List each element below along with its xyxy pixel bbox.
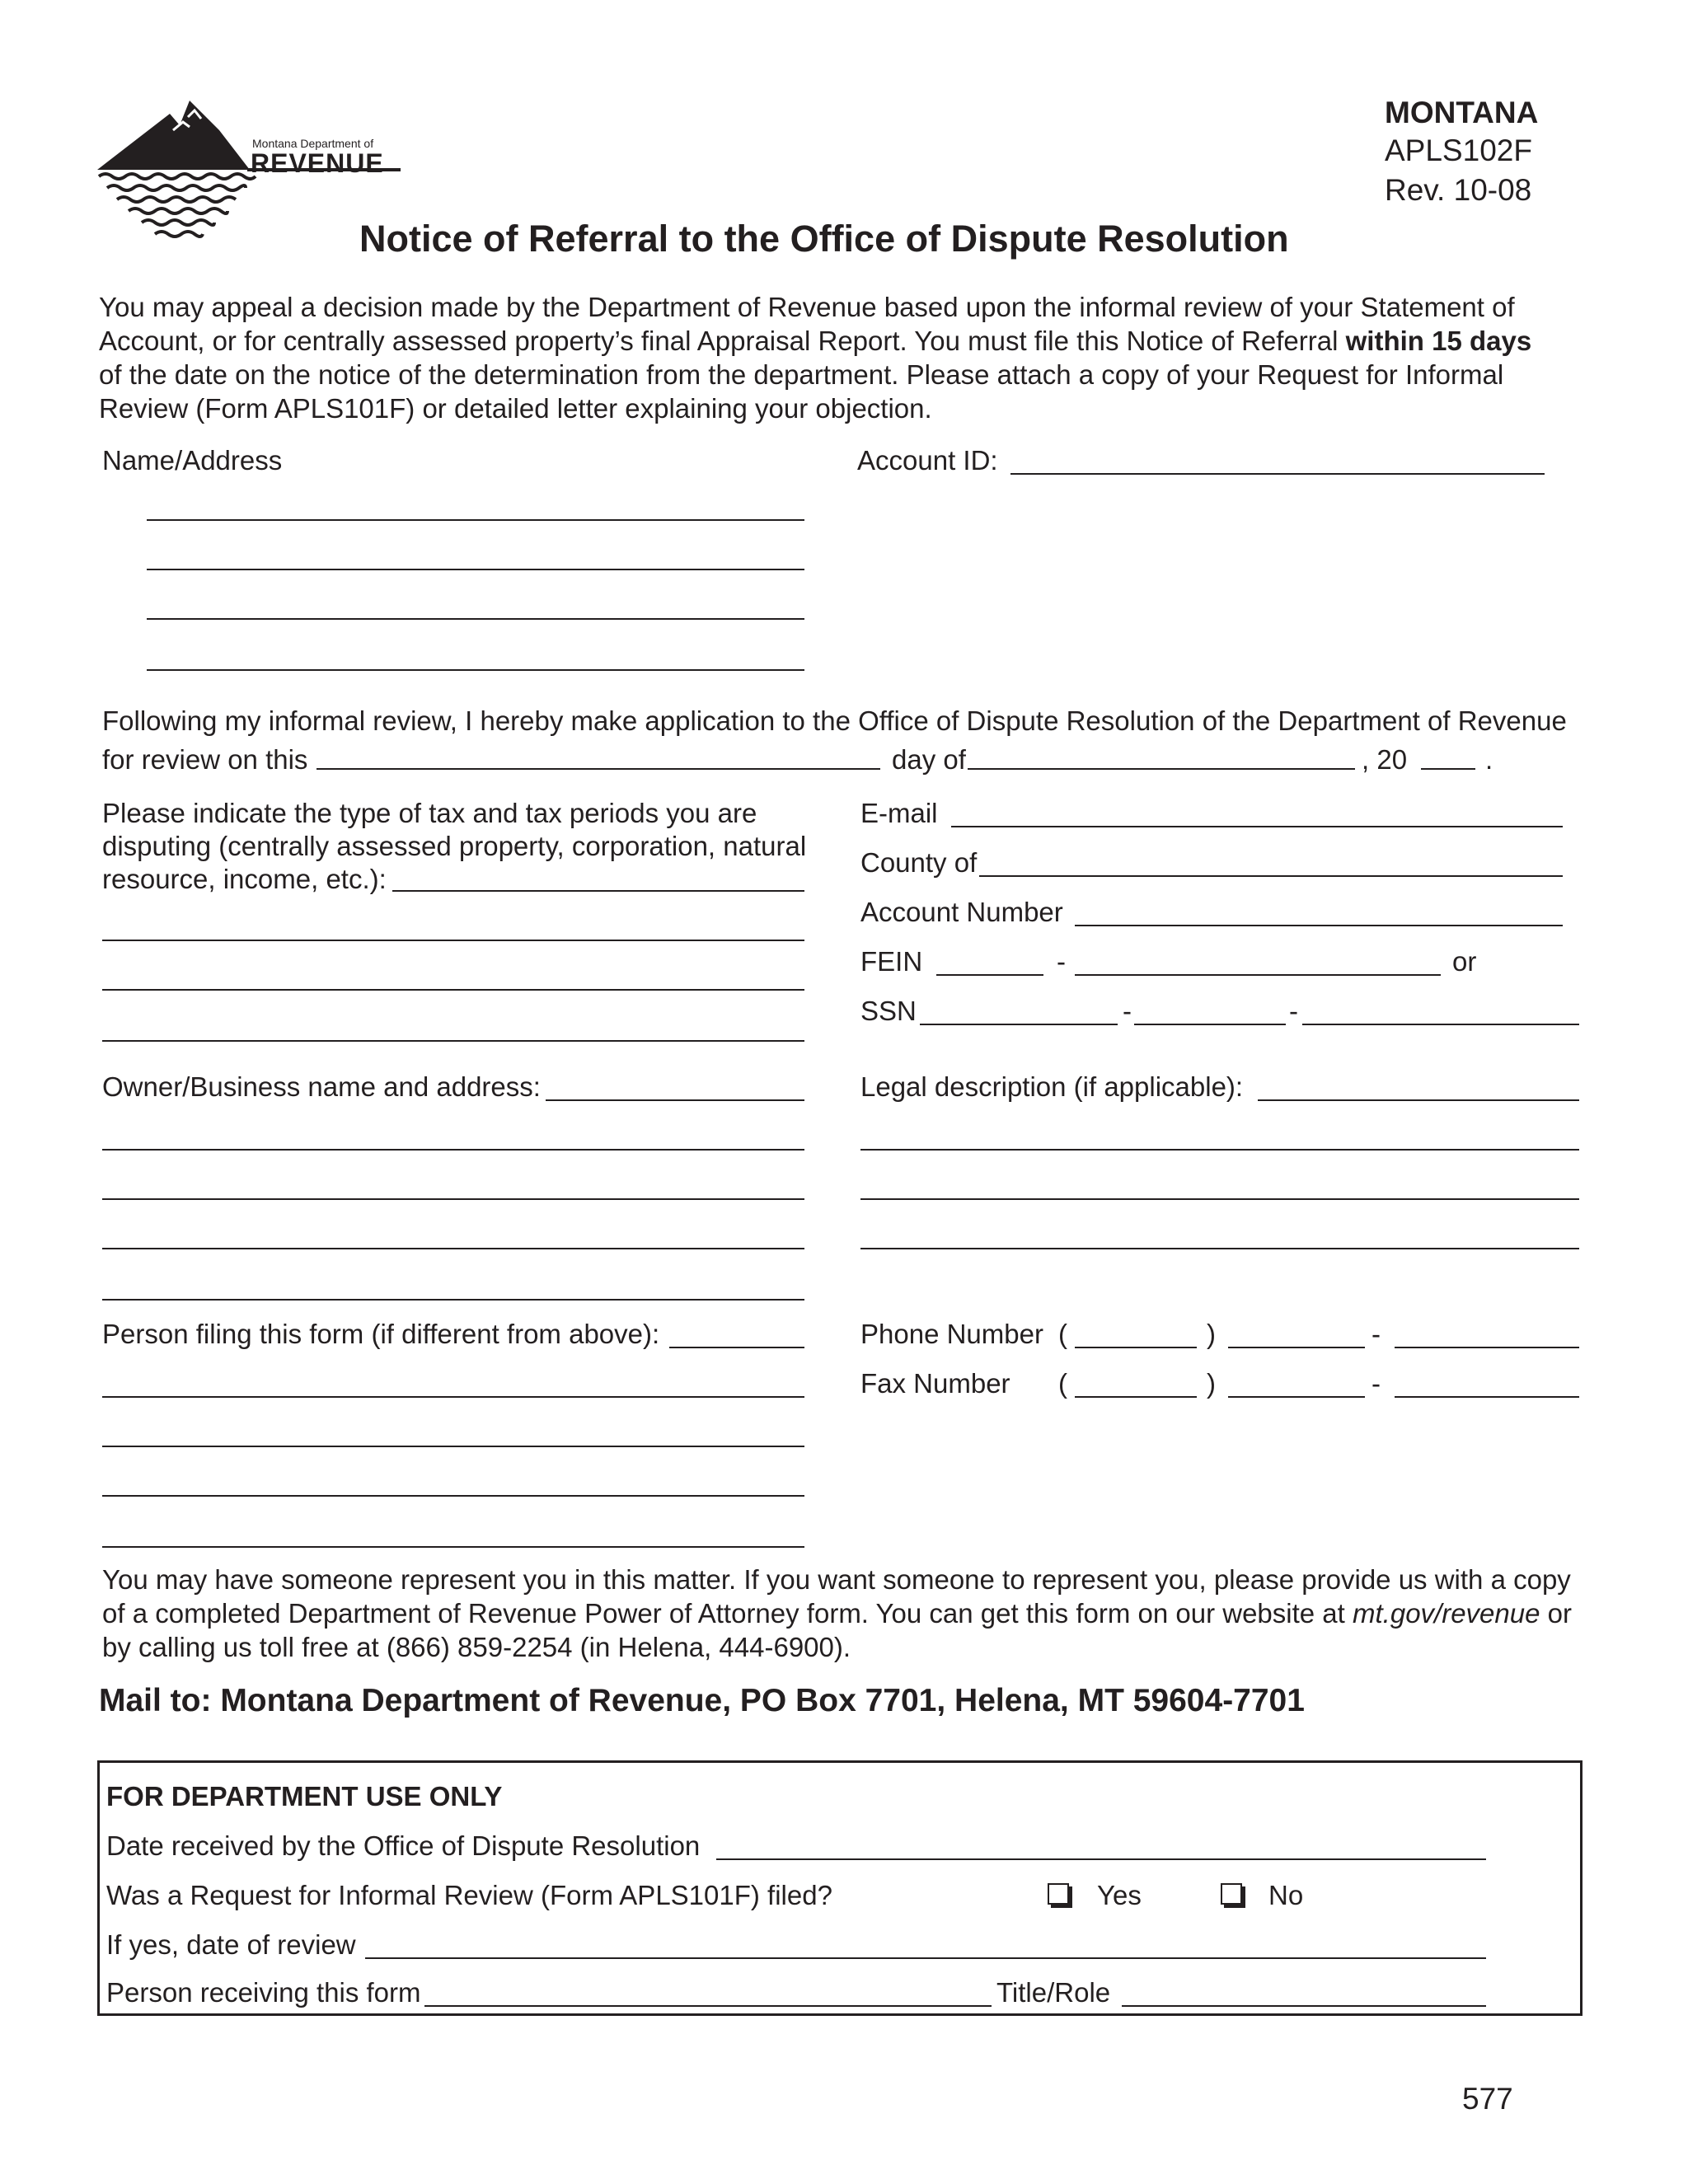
legal-line-1[interactable]: [1258, 1099, 1579, 1101]
fax-label: Fax Number: [860, 1368, 1010, 1399]
person-filing-line-4[interactable]: [102, 1495, 804, 1497]
for-review-label: for review on this: [102, 744, 308, 775]
logo-small-text: Montana Department of: [252, 137, 374, 150]
representation-text-1: You may have someone represent you in this matter. If you want someone to represent you, please provide us with a copy of a completed Department of Revenue Power of Attorney form. You can get this form on our website at: [102, 1564, 1571, 1629]
tax-type-label-2: disputing (centrally assessed property, corporation, natural: [102, 831, 807, 861]
email-field[interactable]: [951, 826, 1563, 827]
review-year-field[interactable]: [1421, 768, 1475, 770]
account-number-field[interactable]: [1075, 925, 1563, 926]
review-day-field[interactable]: [316, 768, 880, 770]
tax-type-label-3: resource, income, etc.):: [102, 864, 387, 894]
owner-label: Owner/Business name and address:: [102, 1071, 541, 1102]
tax-type-line-1[interactable]: [392, 890, 804, 892]
account-number-label: Account Number: [860, 897, 1063, 927]
tax-type-line-2[interactable]: [102, 940, 804, 941]
tax-type-line-3[interactable]: [102, 989, 804, 991]
intro-text-2: of the date on the notice of the determination from the department. Please attach a copy of your Request for Informal Review (Form APLS101F) or detailed letter explaining your objection.: [99, 359, 1504, 424]
representation-paragraph: [102, 1563, 1599, 1664]
phone-close-paren: ): [1207, 1319, 1216, 1349]
fein-or-label: or: [1452, 946, 1477, 977]
title-role-label: Title/Role: [996, 1977, 1111, 2008]
form-revision: Rev. 10-08: [1385, 173, 1532, 207]
logo-big-text: REVENUE: [251, 148, 384, 178]
owner-line-5[interactable]: [102, 1299, 804, 1301]
fein-suffix-field[interactable]: [1075, 974, 1441, 976]
review-date-field[interactable]: [365, 1957, 1486, 1959]
ssn-part3-field[interactable]: [1302, 1024, 1579, 1025]
yes-label: Yes: [1097, 1880, 1142, 1910]
owner-line-3[interactable]: [102, 1198, 804, 1200]
state-label: MONTANA: [1385, 96, 1539, 129]
sentence-period: .: [1485, 744, 1493, 775]
if-yes-label: If yes, date of review: [106, 1929, 356, 1960]
ssn-part1-field[interactable]: [920, 1024, 1118, 1025]
person-filing-line-3[interactable]: [102, 1446, 804, 1447]
fein-label: FEIN: [860, 946, 923, 977]
date-received-field[interactable]: [716, 1858, 1486, 1860]
year-prefix-label: , 20: [1362, 744, 1408, 775]
name-address-line-4[interactable]: [147, 669, 804, 671]
county-label: County of: [860, 847, 978, 878]
legal-label: Legal description (if applicable):: [860, 1071, 1244, 1102]
tax-type-line-4[interactable]: [102, 1040, 804, 1042]
department-use-box: [97, 1760, 1582, 2016]
intro-paragraph: [99, 290, 1550, 425]
phone-dash: -: [1372, 1319, 1381, 1349]
legal-line-3[interactable]: [860, 1198, 1579, 1200]
person-receiving-field[interactable]: [424, 2005, 992, 2007]
owner-line-4[interactable]: [102, 1248, 804, 1249]
name-address-line-3[interactable]: [147, 618, 804, 620]
request-filed-label: Was a Request for Informal Review (Form APLS101F) filed?: [106, 1880, 832, 1910]
name-address-label: Name/Address: [102, 445, 283, 476]
no-checkbox[interactable]: [1221, 1883, 1242, 1905]
review-month-field[interactable]: [968, 768, 1355, 770]
page-number: 577: [1462, 2082, 1513, 2116]
account-id-field[interactable]: [1010, 473, 1545, 475]
phone-label: Phone Number: [860, 1319, 1043, 1349]
website-link[interactable]: mt.gov/revenue: [1353, 1598, 1540, 1629]
email-label: E-mail: [860, 798, 938, 828]
application-text-line1: Following my informal review, I hereby make application to the Office of Dispute Resolution of the Department of Revenue: [102, 705, 1567, 736]
account-id-label: Account ID:: [857, 445, 998, 476]
legal-line-4[interactable]: [860, 1248, 1579, 1249]
intro-text-1: You may appeal a decision made by the Department of Revenue based upon the informal review of your Statement of Account, or for centrally assessed property’s final Appraisal Report. You must file this Notice of Referral: [99, 292, 1515, 356]
owner-line-2[interactable]: [102, 1149, 804, 1151]
day-of-label: day of: [892, 744, 966, 775]
representation-text-2: or by calling us toll free at (866) 859-2254 (in Helena, 444-6900).: [102, 1598, 1572, 1662]
person-filing-line-5[interactable]: [102, 1546, 804, 1548]
intro-deadline: within 15 days: [1345, 326, 1532, 356]
phone-line-field[interactable]: [1395, 1347, 1579, 1348]
legal-line-2[interactable]: [860, 1149, 1579, 1151]
person-filing-line-2[interactable]: [102, 1396, 804, 1398]
phone-prefix-field[interactable]: [1228, 1347, 1365, 1348]
ssn-dash-1: -: [1123, 996, 1132, 1026]
ssn-label: SSN: [860, 996, 917, 1026]
page-title: Notice of Referral to the Office of Dispute Resolution: [359, 218, 1289, 260]
ssn-part2-field[interactable]: [1134, 1024, 1286, 1025]
fax-open-paren: (: [1058, 1368, 1067, 1399]
date-received-label: Date received by the Office of Dispute Resolution: [106, 1830, 701, 1861]
form-number: APLS102F: [1385, 134, 1532, 167]
owner-line-1[interactable]: [546, 1099, 804, 1101]
no-label: No: [1268, 1880, 1304, 1910]
person-filing-label: Person filing this form (if different from above):: [102, 1319, 660, 1349]
fein-dash: -: [1057, 946, 1066, 977]
department-logo: [97, 97, 402, 246]
phone-area-field[interactable]: [1075, 1347, 1197, 1348]
fax-line-field[interactable]: [1395, 1396, 1579, 1398]
county-field[interactable]: [979, 875, 1563, 877]
mail-to-address: Mail to: Montana Department of Revenue, PO Box 7701, Helena, MT 59604-7701: [99, 1683, 1305, 1718]
fax-close-paren: ): [1207, 1368, 1216, 1399]
fein-prefix-field[interactable]: [936, 974, 1043, 976]
name-address-line-1[interactable]: [147, 519, 804, 521]
name-address-line-2[interactable]: [147, 569, 804, 570]
ssn-dash-2: -: [1289, 996, 1298, 1026]
person-receiving-label: Person receiving this form: [106, 1977, 421, 2008]
department-use-heading: FOR DEPARTMENT USE ONLY: [106, 1781, 503, 1811]
title-role-field[interactable]: [1122, 2005, 1486, 2007]
tax-type-label-1: Please indicate the type of tax and tax periods you are: [102, 798, 757, 828]
fax-area-field[interactable]: [1075, 1396, 1197, 1398]
fax-dash: -: [1372, 1368, 1381, 1399]
phone-open-paren: (: [1058, 1319, 1067, 1349]
fax-prefix-field[interactable]: [1228, 1396, 1365, 1398]
yes-checkbox[interactable]: [1048, 1883, 1069, 1905]
person-filing-line-1[interactable]: [669, 1347, 804, 1348]
